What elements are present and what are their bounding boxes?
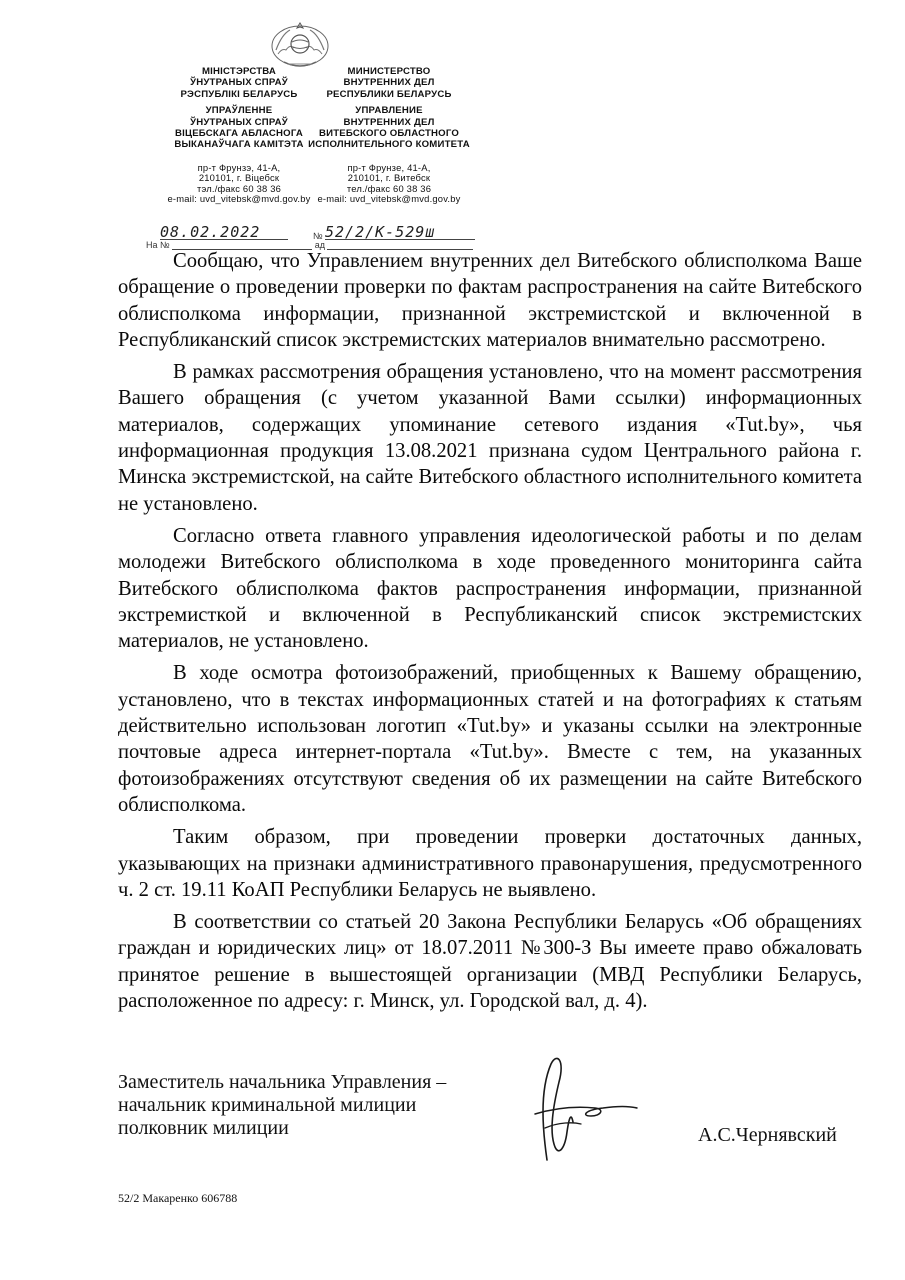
signatory-title-line: полковник милиции bbox=[118, 1117, 289, 1139]
executor-footnote: 52/2 Макаренко 606788 bbox=[118, 1191, 238, 1205]
letterhead-line: ЎНУТРАНЫХ СПРАЎ bbox=[190, 116, 288, 128]
letterhead-right bbox=[300, 66, 478, 204]
address-line: тэл./факс 60 38 36 bbox=[196, 182, 282, 194]
reply-number-label: На № bbox=[146, 240, 170, 250]
signatory-name: А.С.Чернявский bbox=[698, 1124, 837, 1146]
letterhead-line: ВНУТРЕННИХ ДЕЛ bbox=[343, 116, 435, 128]
address-line: пр-т Фрунзэ, 41-А, bbox=[197, 161, 281, 173]
letterhead-line: УПРАВЛЕНИЕ bbox=[355, 105, 423, 117]
paragraph: Таким образом, при проведении проверки достаточных данных, указывающих на признаки административного правонарушения, предусмотренного ч. 2 ст. 19.11 КоАП Республики Беларусь не выявлено. bbox=[118, 826, 862, 901]
signatory-title bbox=[118, 1071, 538, 1140]
email-line: e-mail: uvd_vitebsk@mvd.gov.by bbox=[317, 193, 461, 205]
signatory-title-line: Заместитель начальника Управления – bbox=[118, 1071, 447, 1093]
letterhead-line: РЭСПУБЛІКІ БЕЛАРУСЬ bbox=[180, 88, 298, 100]
letterhead-line: МІНІСТЭРСТВА bbox=[201, 66, 277, 77]
letterhead-line: ВНУТРЕННИХ ДЕЛ bbox=[343, 77, 435, 89]
letterhead-line: ВЫКАНАЎЧАГА КАМІТЭТА bbox=[174, 139, 304, 151]
paragraph: В ходе осмотра фотоизображений, приобщенных к Вашему обращению, установлено, что в текстах информационных статей и на фотографиях к статьям действительно использован логотип «Tut.by» и указаны ссылки на электронные почтовые адреса интернет-портала «Tut.by». Вместе с тем, на указанных фотоизображениях отсутствуют сведения об их размещении на сайте Витебского облисполкома. bbox=[118, 662, 862, 816]
letterhead-line: РЕСПУБЛИКИ БЕЛАРУСЬ bbox=[326, 88, 452, 100]
handwritten-date: 08.02.2022 bbox=[160, 223, 261, 241]
number-label: № bbox=[313, 231, 323, 241]
letterhead-line: ВИТЕБСКОГО ОБЛАСТНОГО bbox=[319, 128, 459, 140]
paragraph: В соответствии со статьей 20 Закона Республики Беларусь «Об обращениях граждан и юридических лиц» от 18.07.2011 №300-З Вы имеете право обжаловать принятое решение в вышестоящей организации (МВД Республики Беларусь, расположенное по адресу: г. Минск, ул. Городской вал, д. 4). bbox=[118, 911, 862, 1013]
address-line: пр-т Фрунзе, 41-А, bbox=[347, 161, 431, 173]
address-line: 210101, г. Віцебск bbox=[198, 172, 280, 184]
letterhead-line: ВІЦЕБСКАГА АБЛАСНОГА bbox=[175, 128, 303, 140]
address-line: тел./факс 60 38 36 bbox=[346, 182, 432, 194]
reply-date-label: ад bbox=[314, 240, 325, 250]
letterhead-line: ЎНУТРАНЫХ СПРАЎ bbox=[190, 77, 288, 89]
email-line: e-mail: uvd_vitebsk@mvd.gov.by bbox=[167, 193, 311, 205]
signatory-title-line: начальник криминальной милиции bbox=[118, 1094, 417, 1116]
department-name-ru bbox=[300, 105, 478, 151]
address-line: 210101, г. Витебск bbox=[347, 172, 431, 184]
ministry-name-ru bbox=[300, 66, 478, 100]
handwritten-signature bbox=[525, 1052, 665, 1162]
paragraph: Сообщаю, что Управлением внутренних дел Витебского облисполкома Ваше обращение о проведении проверки по фактам распространения на сайте Витебского облисполкома информации, признанной экстремистской и включенной в Республиканский список экстремистских материалов внимательно рассмотрено. bbox=[118, 250, 862, 351]
letterhead-line: МИНИСТЕРСТВО bbox=[347, 66, 431, 77]
letter-body bbox=[118, 248, 862, 1020]
paragraph: В рамках рассмотрения обращения установлено, что на момент рассмотрения Вашего обращения (с учетом указанной Вами ссылки) информационных материалов, содержащих упоминание сетевого издания «Tut.by», чья информационная продукция 13.08.2021 признана судом Центрального района г. Минска экстремистской, на сайте Витебского областного исполнительного комитета не установлено. bbox=[118, 361, 862, 515]
address-ru bbox=[300, 163, 478, 205]
paragraph: Согласно ответа главного управления идеологической работы и по делам молодежи Витебского облисполкома в ходе проведенного мониторинга сайта Витебского облисполкома фактов распространения информации, признанной экстремисткой и включенной в Республиканский список экстремистских материалов, не установлено. bbox=[118, 524, 862, 653]
letterhead-line: УПРАЎЛЕННЕ bbox=[205, 105, 273, 117]
handwritten-number: 52/2/К-529ш bbox=[325, 223, 436, 241]
coat-of-arms-emblem bbox=[264, 20, 336, 70]
letterhead-line: ИСПОЛНИТЕЛЬНОГО КОМИТЕТА bbox=[308, 139, 470, 151]
